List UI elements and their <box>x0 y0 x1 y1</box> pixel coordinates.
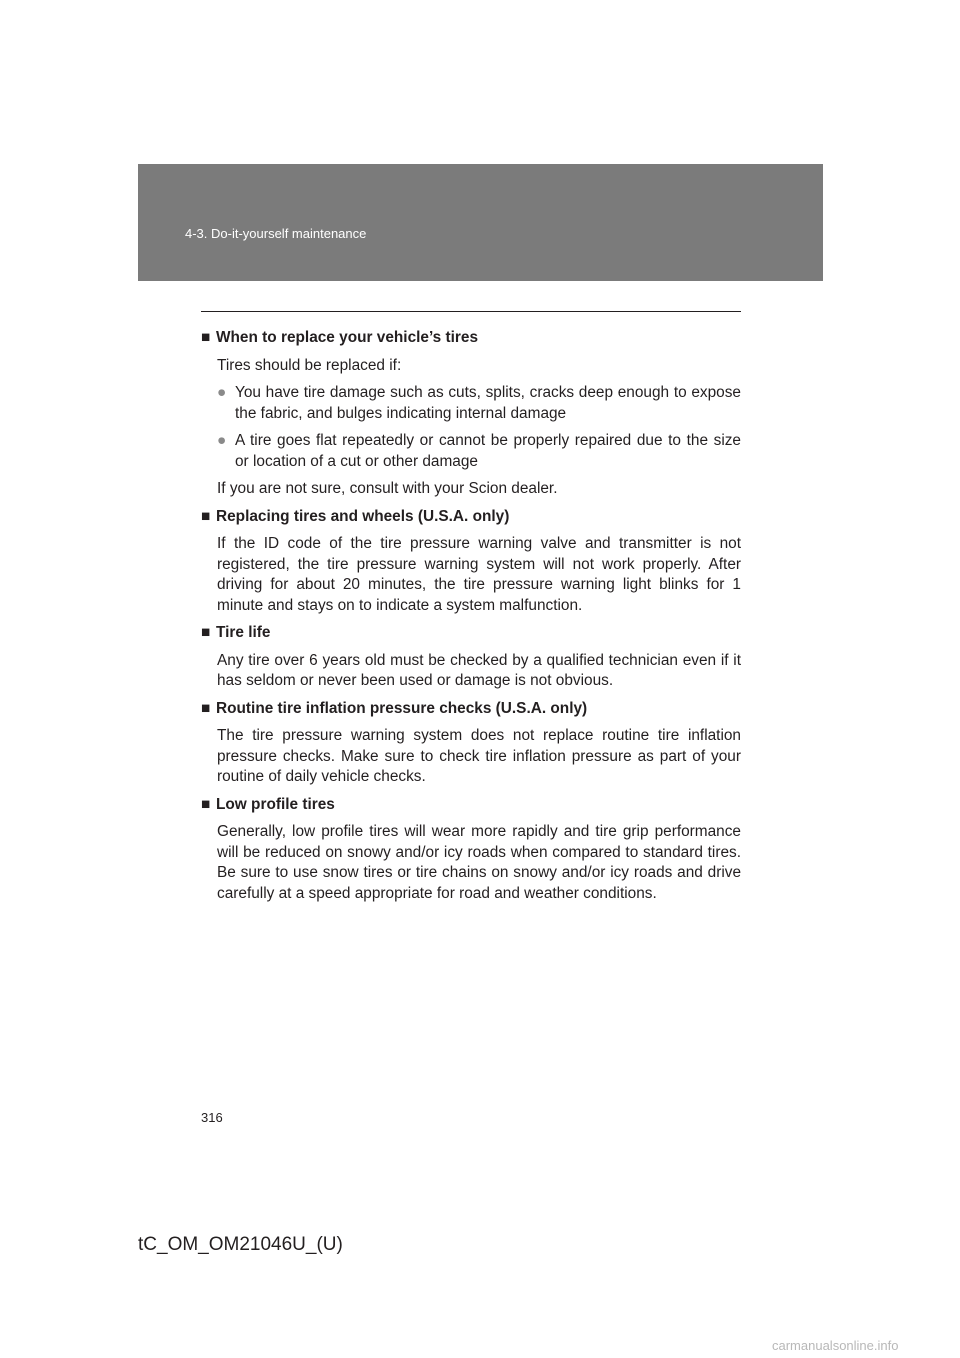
section-outro: If you are not sure, consult with your Scion dealer. <box>217 480 558 497</box>
square-marker-icon: ■ <box>201 699 211 717</box>
page-content <box>201 328 741 911</box>
divider-rule <box>201 311 741 312</box>
section-when-to-replace <box>201 328 741 500</box>
section-heading: ■ When to replace your vehicle’s tires <box>201 328 741 349</box>
section-replacing-tires <box>201 507 741 617</box>
page-number: 316 <box>201 1110 223 1125</box>
watermark-text: carmanualsonline.info <box>772 1338 899 1353</box>
bullet-dot-icon: ● <box>217 432 227 449</box>
section-intro: Tires should be replaced if: <box>217 356 402 374</box>
chapter-header-band <box>138 164 823 281</box>
section-heading: ■ Tire life <box>201 623 741 644</box>
document-code: tC_OM_OM21046U_(U) <box>138 1234 343 1255</box>
section-heading: ■ Low profile tires <box>201 795 741 816</box>
section-title: 4-3. Do-it-yourself maintenance <box>185 226 367 241</box>
section-heading: ■ Replacing tires and wheels (U.S.A. only) <box>201 507 741 528</box>
bullet-dot-icon: ● <box>217 384 227 401</box>
section-low-profile <box>201 795 741 905</box>
section-body: Generally, low profile tires will wear more rapidly and tire grip performance will be reduced on snowy and/or icy roads when compared to standard tires. Be sure to use snow tires or tire chains on snowy and/or icy roads and drive carefully at a speed appropriate for road and weather conditions. <box>217 823 741 902</box>
section-pressure-checks <box>201 699 741 788</box>
bullet-item: ● You have tire damage such as cuts, splits, cracks deep enough to expose the fabric, and bulges indicating internal damage <box>217 384 741 422</box>
section-body: Any tire over 6 years old must be checked by a qualified technician even if it has seldom or never been used or damage is not obvious. <box>217 651 741 689</box>
square-marker-icon: ■ <box>201 329 211 346</box>
square-marker-icon: ■ <box>201 624 211 641</box>
square-marker-icon: ■ <box>201 795 211 813</box>
section-heading: ■ Routine tire inflation pressure checks (U.S.A. only) <box>201 699 741 720</box>
section-tire-life <box>201 623 741 692</box>
section-body: If the ID code of the tire pressure warning valve and transmitter is not registered, the tire pressure warning system will not work properly. After driving for about 20 minutes, the tire pressure warning light blinks for 1 minute and stays on to indicate a system malfunction. <box>217 535 741 614</box>
section-body: The tire pressure warning system does not replace routine tire inflation pressure checks. Make sure to check tire inflation pressure as part of your routine of daily vehicle checks. <box>217 727 741 785</box>
bullet-item: ● A tire goes flat repeatedly or cannot be properly repaired due to the size or location of a cut or other damage <box>217 432 741 470</box>
square-marker-icon: ■ <box>201 507 211 525</box>
